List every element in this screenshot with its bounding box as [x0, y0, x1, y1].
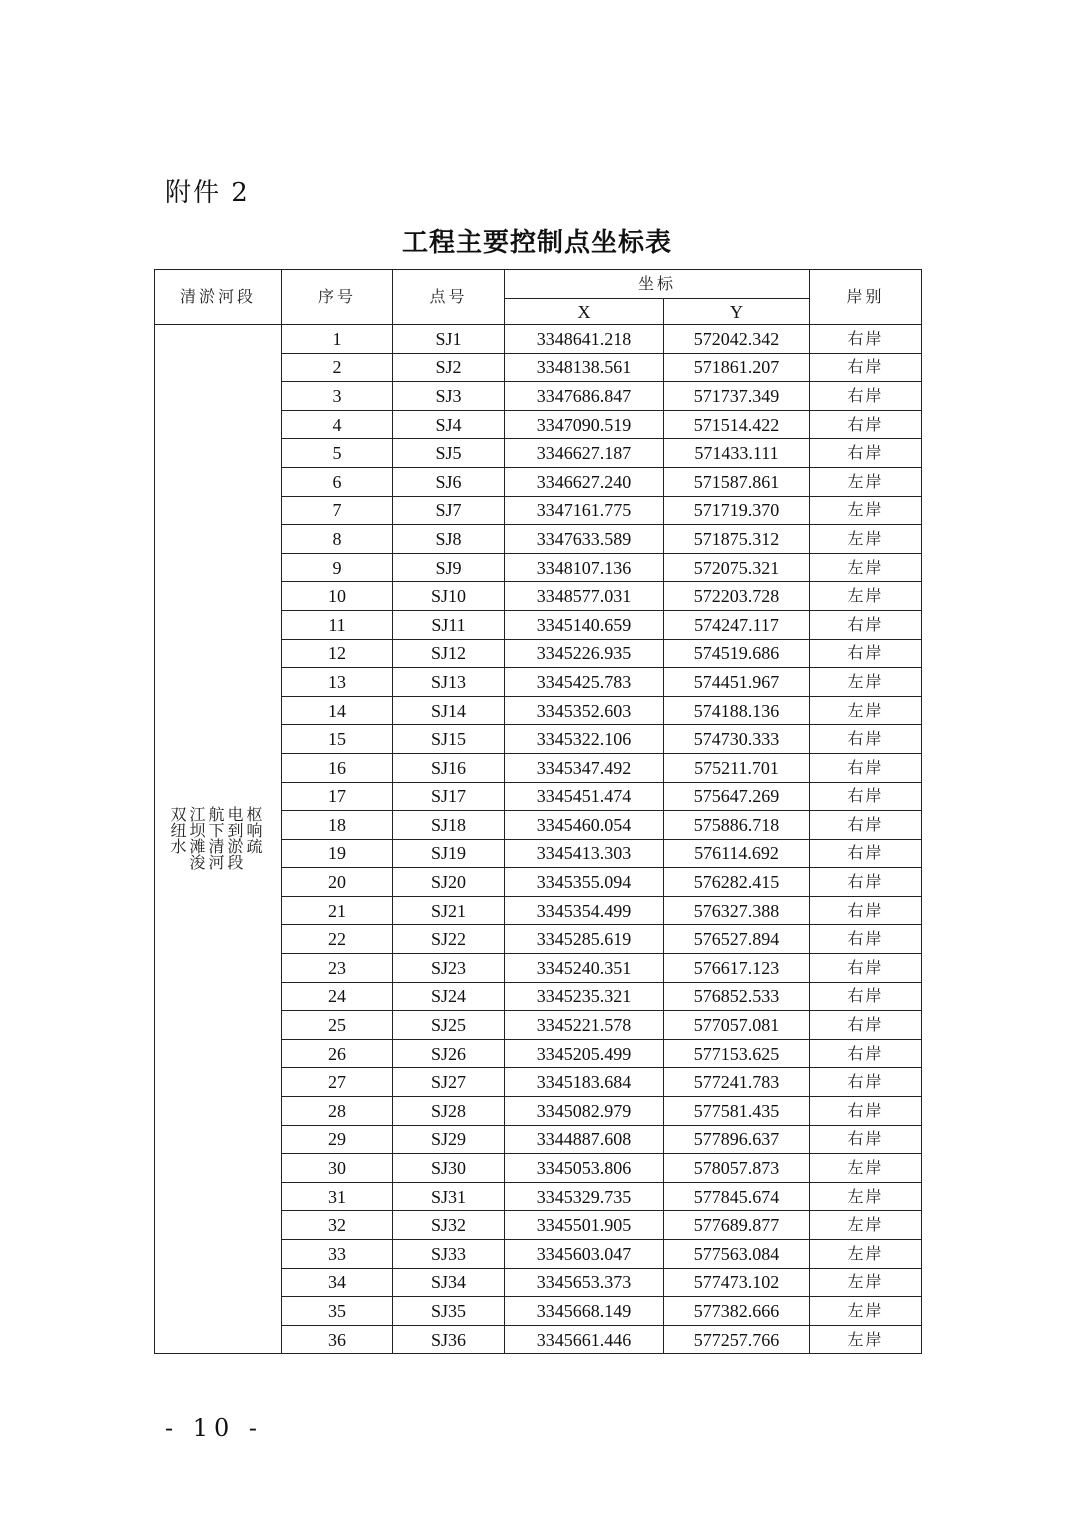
- x-coord-cell: 3345053.806: [505, 1154, 664, 1183]
- bank-cell: 左岸: [810, 553, 922, 582]
- bank-cell: 右岸: [810, 782, 922, 811]
- seq-cell: 4: [282, 410, 393, 439]
- seq-cell: 26: [282, 1039, 393, 1068]
- bank-cell: 右岸: [810, 954, 922, 983]
- point-cell: SJ31: [393, 1182, 505, 1211]
- y-coord-cell: 576852.533: [664, 982, 810, 1011]
- point-cell: SJ23: [393, 954, 505, 983]
- header-seq: 序号: [282, 270, 393, 325]
- point-cell: SJ25: [393, 1011, 505, 1040]
- seq-cell: 28: [282, 1097, 393, 1126]
- point-cell: SJ10: [393, 582, 505, 611]
- bank-cell: 右岸: [810, 325, 922, 354]
- seq-cell: 17: [282, 782, 393, 811]
- point-cell: SJ2: [393, 353, 505, 382]
- bank-cell: 左岸: [810, 1240, 922, 1269]
- header-point: 点号: [393, 270, 505, 325]
- y-coord-cell: 572075.321: [664, 553, 810, 582]
- page-number: - 10 -: [165, 1414, 264, 1442]
- seq-cell: 8: [282, 525, 393, 554]
- seq-cell: 12: [282, 639, 393, 668]
- x-coord-cell: 3345668.149: [505, 1297, 664, 1326]
- bank-cell: 右岸: [810, 839, 922, 868]
- seq-cell: 33: [282, 1240, 393, 1269]
- point-cell: SJ3: [393, 382, 505, 411]
- x-coord-cell: 3345183.684: [505, 1068, 664, 1097]
- point-cell: SJ24: [393, 982, 505, 1011]
- y-coord-cell: 576617.123: [664, 954, 810, 983]
- y-coord-cell: 577153.625: [664, 1039, 810, 1068]
- x-coord-cell: 3345221.578: [505, 1011, 664, 1040]
- seq-cell: 34: [282, 1268, 393, 1297]
- seq-cell: 24: [282, 982, 393, 1011]
- bank-cell: 右岸: [810, 439, 922, 468]
- x-coord-cell: 3348577.031: [505, 582, 664, 611]
- bank-cell: 右岸: [810, 1068, 922, 1097]
- y-coord-cell: 577057.081: [664, 1011, 810, 1040]
- seq-cell: 2: [282, 353, 393, 382]
- seq-cell: 1: [282, 325, 393, 354]
- bank-cell: 右岸: [810, 896, 922, 925]
- bank-cell: 右岸: [810, 725, 922, 754]
- header-coord: 坐标: [505, 270, 810, 299]
- point-cell: SJ5: [393, 439, 505, 468]
- x-coord-cell: 3345285.619: [505, 925, 664, 954]
- y-coord-cell: 577382.666: [664, 1297, 810, 1326]
- seq-cell: 20: [282, 868, 393, 897]
- bank-cell: 左岸: [810, 1182, 922, 1211]
- x-coord-cell: 3345235.321: [505, 982, 664, 1011]
- seq-cell: 15: [282, 725, 393, 754]
- point-cell: SJ1: [393, 325, 505, 354]
- bank-cell: 左岸: [810, 696, 922, 725]
- seq-cell: 22: [282, 925, 393, 954]
- bank-cell: 右岸: [810, 868, 922, 897]
- x-coord-cell: 3345329.735: [505, 1182, 664, 1211]
- x-coord-cell: 3347090.519: [505, 410, 664, 439]
- point-cell: SJ17: [393, 782, 505, 811]
- x-coord-cell: 3345355.094: [505, 868, 664, 897]
- x-coord-cell: 3345460.054: [505, 811, 664, 840]
- bank-cell: 左岸: [810, 1325, 922, 1354]
- seq-cell: 14: [282, 696, 393, 725]
- bank-cell: 左岸: [810, 1154, 922, 1183]
- x-coord-cell: 3345205.499: [505, 1039, 664, 1068]
- point-cell: SJ19: [393, 839, 505, 868]
- table-header: [155, 270, 922, 325]
- x-coord-cell: 3345322.106: [505, 725, 664, 754]
- seq-cell: 13: [282, 668, 393, 697]
- point-cell: SJ27: [393, 1068, 505, 1097]
- point-cell: SJ21: [393, 896, 505, 925]
- seq-cell: 21: [282, 896, 393, 925]
- seq-cell: 35: [282, 1297, 393, 1326]
- y-coord-cell: 575886.718: [664, 811, 810, 840]
- x-coord-cell: 3345425.783: [505, 668, 664, 697]
- x-coord-cell: 3345501.905: [505, 1211, 664, 1240]
- bank-cell: 左岸: [810, 525, 922, 554]
- seq-cell: 32: [282, 1211, 393, 1240]
- y-coord-cell: 577689.877: [664, 1211, 810, 1240]
- x-coord-cell: 3348138.561: [505, 353, 664, 382]
- y-coord-cell: 572042.342: [664, 325, 810, 354]
- seq-cell: 16: [282, 753, 393, 782]
- x-coord-cell: 3345082.979: [505, 1097, 664, 1126]
- point-cell: SJ26: [393, 1039, 505, 1068]
- x-coord-cell: 3345653.373: [505, 1268, 664, 1297]
- x-coord-cell: 3347161.775: [505, 496, 664, 525]
- point-cell: SJ4: [393, 410, 505, 439]
- y-coord-cell: 577896.637: [664, 1125, 810, 1154]
- point-cell: SJ13: [393, 668, 505, 697]
- seq-cell: 10: [282, 582, 393, 611]
- x-coord-cell: 3347633.589: [505, 525, 664, 554]
- point-cell: SJ35: [393, 1297, 505, 1326]
- seq-cell: 11: [282, 610, 393, 639]
- header-y: Y: [664, 299, 810, 325]
- seq-cell: 6: [282, 467, 393, 496]
- attachment-label: 附件 2: [165, 178, 250, 208]
- y-coord-cell: 571737.349: [664, 382, 810, 411]
- point-cell: SJ34: [393, 1268, 505, 1297]
- y-coord-cell: 571861.207: [664, 353, 810, 382]
- y-coord-cell: 577563.084: [664, 1240, 810, 1269]
- y-coord-cell: 576527.894: [664, 925, 810, 954]
- seq-cell: 29: [282, 1125, 393, 1154]
- y-coord-cell: 571433.111: [664, 439, 810, 468]
- bank-cell: 右岸: [810, 982, 922, 1011]
- bank-cell: 左岸: [810, 496, 922, 525]
- point-cell: SJ36: [393, 1325, 505, 1354]
- y-coord-cell: 576114.692: [664, 839, 810, 868]
- bank-cell: 右岸: [810, 811, 922, 840]
- x-coord-cell: 3345603.047: [505, 1240, 664, 1269]
- point-cell: SJ16: [393, 753, 505, 782]
- y-coord-cell: 571514.422: [664, 410, 810, 439]
- y-coord-cell: 572203.728: [664, 582, 810, 611]
- bank-cell: 左岸: [810, 467, 922, 496]
- bank-cell: 右岸: [810, 1011, 922, 1040]
- seq-cell: 19: [282, 839, 393, 868]
- point-cell: SJ9: [393, 553, 505, 582]
- y-coord-cell: 577257.766: [664, 1325, 810, 1354]
- point-cell: SJ8: [393, 525, 505, 554]
- y-coord-cell: 574451.967: [664, 668, 810, 697]
- point-cell: SJ15: [393, 725, 505, 754]
- table-body: [155, 325, 922, 1354]
- point-cell: SJ14: [393, 696, 505, 725]
- point-cell: SJ32: [393, 1211, 505, 1240]
- y-coord-cell: 577473.102: [664, 1268, 810, 1297]
- seq-cell: 25: [282, 1011, 393, 1040]
- bank-cell: 右岸: [810, 1125, 922, 1154]
- seq-cell: 30: [282, 1154, 393, 1183]
- point-cell: SJ12: [393, 639, 505, 668]
- x-coord-cell: 3346627.187: [505, 439, 664, 468]
- y-coord-cell: 576282.415: [664, 868, 810, 897]
- bank-cell: 右岸: [810, 753, 922, 782]
- x-coord-cell: 3345413.303: [505, 839, 664, 868]
- seq-cell: 23: [282, 954, 393, 983]
- header-bank: 岸别: [810, 270, 922, 325]
- y-coord-cell: 571587.861: [664, 467, 810, 496]
- y-coord-cell: 577845.674: [664, 1182, 810, 1211]
- seq-cell: 5: [282, 439, 393, 468]
- bank-cell: 右岸: [810, 353, 922, 382]
- bank-cell: 右岸: [810, 1039, 922, 1068]
- point-cell: SJ30: [393, 1154, 505, 1183]
- x-coord-cell: 3345140.659: [505, 610, 664, 639]
- y-coord-cell: 575647.269: [664, 782, 810, 811]
- seq-cell: 7: [282, 496, 393, 525]
- x-coord-cell: 3346627.240: [505, 467, 664, 496]
- seq-cell: 27: [282, 1068, 393, 1097]
- x-coord-cell: 3348641.218: [505, 325, 664, 354]
- y-coord-cell: 578057.873: [664, 1154, 810, 1183]
- bank-cell: 左岸: [810, 1211, 922, 1240]
- x-coord-cell: 3345354.499: [505, 896, 664, 925]
- seq-cell: 31: [282, 1182, 393, 1211]
- bank-cell: 右岸: [810, 410, 922, 439]
- header-x: X: [505, 299, 664, 325]
- header-section: 清淤河段: [155, 270, 282, 325]
- y-coord-cell: 571875.312: [664, 525, 810, 554]
- bank-cell: 左岸: [810, 668, 922, 697]
- seq-cell: 36: [282, 1325, 393, 1354]
- x-coord-cell: 3345240.351: [505, 954, 664, 983]
- point-cell: SJ28: [393, 1097, 505, 1126]
- control-point-table: [154, 269, 922, 1354]
- y-coord-cell: 574188.136: [664, 696, 810, 725]
- x-coord-cell: 3345661.446: [505, 1325, 664, 1354]
- x-coord-cell: 3345352.603: [505, 696, 664, 725]
- point-cell: SJ33: [393, 1240, 505, 1269]
- y-coord-cell: 577241.783: [664, 1068, 810, 1097]
- point-cell: SJ22: [393, 925, 505, 954]
- y-coord-cell: 574730.333: [664, 725, 810, 754]
- y-coord-cell: 577581.435: [664, 1097, 810, 1126]
- bank-cell: 左岸: [810, 1268, 922, 1297]
- x-coord-cell: 3344887.608: [505, 1125, 664, 1154]
- x-coord-cell: 3345226.935: [505, 639, 664, 668]
- point-cell: SJ7: [393, 496, 505, 525]
- point-cell: SJ11: [393, 610, 505, 639]
- bank-cell: 右岸: [810, 639, 922, 668]
- bank-cell: 左岸: [810, 1297, 922, 1326]
- x-coord-cell: 3348107.136: [505, 553, 664, 582]
- x-coord-cell: 3345347.492: [505, 753, 664, 782]
- seq-cell: 18: [282, 811, 393, 840]
- seq-cell: 9: [282, 553, 393, 582]
- y-coord-cell: 576327.388: [664, 896, 810, 925]
- point-cell: SJ18: [393, 811, 505, 840]
- y-coord-cell: 571719.370: [664, 496, 810, 525]
- y-coord-cell: 574519.686: [664, 639, 810, 668]
- point-cell: SJ20: [393, 868, 505, 897]
- point-cell: SJ29: [393, 1125, 505, 1154]
- x-coord-cell: 3347686.847: [505, 382, 664, 411]
- seq-cell: 3: [282, 382, 393, 411]
- section-name-cell: 双江航电枢纽坝下到响水滩清淤疏浚河段: [155, 325, 282, 1354]
- bank-cell: 右岸: [810, 610, 922, 639]
- y-coord-cell: 575211.701: [664, 753, 810, 782]
- bank-cell: 右岸: [810, 1097, 922, 1126]
- y-coord-cell: 574247.117: [664, 610, 810, 639]
- bank-cell: 左岸: [810, 582, 922, 611]
- x-coord-cell: 3345451.474: [505, 782, 664, 811]
- point-cell: SJ6: [393, 467, 505, 496]
- bank-cell: 右岸: [810, 382, 922, 411]
- table-row: [155, 325, 922, 354]
- bank-cell: 右岸: [810, 925, 922, 954]
- page-title: 工程主要控制点坐标表: [401, 228, 672, 258]
